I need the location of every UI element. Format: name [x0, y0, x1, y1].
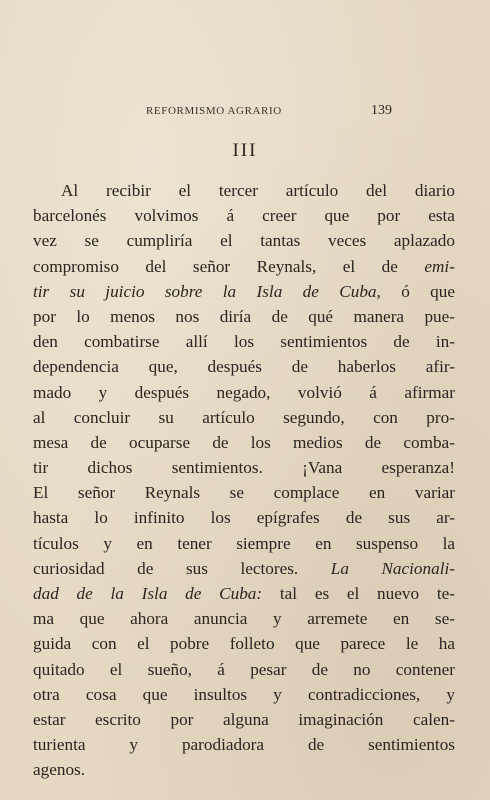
- running-head: REFORMISMO AGRARIO: [146, 105, 282, 117]
- text-line: [33, 606, 455, 631]
- text-word: lectores.: [240, 558, 299, 578]
- text-word: del: [366, 181, 388, 200]
- text-word: combatirse: [84, 332, 160, 352]
- text-word: tir: [33, 458, 49, 478]
- text-word: medios: [293, 432, 343, 452]
- text-word: en: [136, 533, 153, 553]
- text-word: ha: [438, 634, 455, 654]
- text-word: aplazado: [393, 231, 455, 251]
- text-word: de: [137, 558, 154, 578]
- text-line: [33, 279, 455, 304]
- text-line: [33, 178, 455, 203]
- text-word: parodiadora: [181, 735, 265, 755]
- text-word: den: [33, 332, 58, 352]
- text-word: agenos.: [33, 760, 86, 780]
- text-word: de: [393, 332, 410, 352]
- text-word: La: [330, 558, 349, 578]
- text-word: que: [79, 609, 105, 629]
- text-word: insultos: [193, 684, 248, 704]
- text-word: diría: [219, 306, 252, 326]
- text-word: ahora: [130, 609, 169, 629]
- text-word: ma: [33, 609, 54, 629]
- text-word: alguna: [222, 709, 269, 729]
- text-word: que: [142, 684, 168, 704]
- section-heading: III: [232, 140, 258, 161]
- text-word: y: [103, 533, 112, 553]
- text-word: sentimientos.: [171, 458, 263, 478]
- text-word: tantas: [260, 231, 301, 251]
- text-word: tal: [279, 584, 298, 603]
- text-word: señor: [77, 483, 116, 503]
- text-word: de: [345, 508, 363, 528]
- text-word: manera: [353, 306, 405, 326]
- text-word: lo: [76, 306, 90, 326]
- text-word: contener: [395, 659, 455, 679]
- text-word: artículo: [202, 407, 255, 427]
- text-word: el: [178, 181, 192, 200]
- text-word: Reynals: [144, 483, 201, 503]
- text-word: esta: [428, 206, 455, 226]
- text-line: [33, 732, 455, 757]
- text-word: curiosidad: [33, 558, 105, 578]
- text-word: variar: [414, 483, 455, 503]
- text-word: te-: [436, 584, 455, 603]
- text-word: vez: [33, 231, 57, 251]
- text-line: [33, 203, 455, 228]
- text-word: Nacionali-: [381, 558, 455, 578]
- text-word: arremete: [307, 609, 368, 629]
- text-word: artículo: [285, 181, 339, 200]
- text-word: no: [353, 659, 371, 679]
- text-line: [33, 631, 455, 656]
- text-word: Reynals,: [256, 256, 317, 276]
- text-word: los: [233, 332, 255, 352]
- text-word: mesa: [33, 432, 69, 452]
- text-word: por: [33, 306, 56, 326]
- text-word: de: [90, 432, 107, 452]
- text-word: después: [207, 357, 262, 377]
- text-word: compromiso: [33, 256, 119, 276]
- text-word: cumpliría: [126, 231, 193, 251]
- text-line: [33, 254, 455, 279]
- text-word: menos: [110, 306, 155, 326]
- text-word: de: [291, 357, 308, 377]
- text-line: [33, 581, 455, 606]
- text-word: sobre: [164, 281, 203, 301]
- text-word: afirmar: [404, 382, 455, 402]
- text-word: diario: [414, 181, 455, 200]
- text-word: su: [69, 281, 85, 301]
- text-word: con: [373, 407, 398, 427]
- text-word: qué: [308, 306, 334, 326]
- text-word: quitado: [33, 659, 85, 679]
- text-word: y: [446, 684, 455, 704]
- text-word: al: [33, 407, 46, 427]
- text-word: escrito: [95, 709, 141, 729]
- text-word: parece: [340, 634, 386, 654]
- text-line: [33, 354, 455, 379]
- page-header: [130, 103, 392, 121]
- text-word: de: [364, 432, 382, 452]
- page-number: 139: [371, 103, 392, 118]
- text-word: ocuparse: [129, 432, 191, 452]
- text-word: los: [210, 508, 231, 528]
- text-line: [33, 757, 455, 782]
- text-word: volvimos: [134, 206, 199, 226]
- text-word: recibir: [105, 181, 151, 200]
- text-word: pobre: [170, 634, 210, 654]
- text-word: esperanza!: [381, 458, 455, 478]
- text-word: se-: [434, 609, 455, 629]
- text-word: nuevo: [377, 584, 420, 603]
- text-word: lo: [94, 508, 108, 528]
- text-word: en: [393, 609, 410, 629]
- text-word: cosa: [85, 684, 117, 704]
- text-word: su: [158, 407, 174, 427]
- text-word: con: [91, 634, 117, 654]
- text-word: El: [33, 483, 49, 503]
- text-line: [33, 380, 455, 405]
- text-word: en: [369, 483, 386, 503]
- text-word: el: [109, 659, 123, 679]
- text-word: ar-: [436, 508, 455, 528]
- text-word: volvió: [297, 382, 342, 402]
- text-word: y: [273, 609, 282, 629]
- text-line: [33, 556, 455, 581]
- text-word: tercer: [218, 181, 258, 200]
- text-word: de: [311, 659, 328, 679]
- text-word: de: [307, 735, 325, 755]
- text-line: [33, 455, 455, 480]
- text-line: [33, 657, 455, 682]
- text-word: guida: [33, 634, 72, 654]
- text-word: estar: [33, 709, 66, 729]
- text-word: es: [314, 584, 330, 603]
- text-word: el: [220, 231, 233, 251]
- text-word: pue-: [424, 306, 455, 326]
- text-word: la: [222, 281, 237, 301]
- text-word: el: [137, 634, 150, 654]
- text-word: folleto: [229, 634, 275, 654]
- text-word: que: [295, 634, 320, 654]
- text-word: y: [273, 684, 282, 704]
- text-word: allí: [185, 332, 208, 352]
- text-word: Cuba:: [219, 584, 263, 603]
- text-line: [33, 531, 455, 556]
- text-word: Isla: [141, 584, 168, 603]
- text-word: calen-: [412, 709, 455, 729]
- text-word: que: [430, 281, 455, 301]
- text-word: y: [98, 382, 108, 402]
- text-word: creer: [262, 206, 297, 226]
- text-word: concluir: [73, 407, 131, 427]
- text-word: dad: [33, 584, 59, 603]
- text-word: sus: [388, 508, 411, 528]
- text-word: complace: [273, 483, 340, 503]
- body-paragraph: [33, 178, 455, 783]
- text-word: del: [145, 256, 167, 276]
- text-word: turienta: [33, 735, 86, 755]
- text-word: contradicciones,: [308, 684, 421, 704]
- text-word: de: [212, 432, 229, 452]
- text-word: á: [369, 382, 377, 402]
- text-word: epígrafes: [256, 508, 320, 528]
- text-word: sentimientos: [280, 332, 368, 352]
- text-line: [33, 682, 455, 707]
- text-word: tir: [33, 281, 50, 301]
- text-word: de: [381, 256, 398, 276]
- text-word: afir-: [425, 357, 455, 377]
- text-word: hasta: [33, 508, 69, 528]
- text-word: se: [84, 231, 99, 251]
- text-word: después: [134, 382, 190, 402]
- text-word: de: [185, 584, 202, 603]
- text-word: anuncia: [193, 609, 248, 629]
- text-word: de: [302, 281, 319, 301]
- text-line: [33, 505, 455, 530]
- text-word: en: [315, 533, 332, 553]
- text-word: á: [226, 206, 235, 226]
- text-word: juicio: [105, 281, 145, 301]
- text-line: [33, 430, 455, 455]
- text-line: [33, 480, 455, 505]
- text-word: segundo,: [283, 407, 345, 427]
- text-word: se: [229, 483, 244, 503]
- text-line: [33, 405, 455, 430]
- text-word: que,: [148, 357, 178, 377]
- text-word: Al: [61, 181, 79, 200]
- text-word: comba-: [403, 432, 455, 452]
- text-word: veces: [328, 231, 367, 251]
- text-word: suspenso: [355, 533, 419, 553]
- text-word: por: [170, 709, 194, 729]
- text-word: otra: [33, 684, 60, 704]
- text-line: [33, 228, 455, 253]
- text-word: á: [217, 659, 225, 679]
- text-word: le: [405, 634, 419, 654]
- text-word: pesar: [250, 659, 287, 679]
- text-word: barcelonés: [33, 206, 107, 226]
- text-word: imaginación: [298, 709, 384, 729]
- text-word: emi-: [424, 256, 455, 276]
- text-word: tículos: [33, 533, 79, 553]
- text-word: sueño,: [147, 659, 192, 679]
- text-word: ¡Vana: [302, 458, 343, 478]
- text-word: mado: [33, 382, 72, 402]
- text-word: la: [110, 584, 124, 603]
- text-word: por: [377, 206, 401, 226]
- text-word: y: [129, 735, 139, 755]
- text-word: negado,: [216, 382, 271, 402]
- text-word: sentimientos: [368, 735, 455, 755]
- text-word: haberlos: [337, 357, 396, 377]
- text-word: de: [76, 584, 93, 603]
- text-line: [33, 329, 455, 354]
- text-word: infinito: [133, 508, 185, 528]
- text-word: sus: [185, 558, 208, 578]
- text-word: que: [324, 206, 350, 226]
- text-word: el: [346, 584, 360, 603]
- text-word: siempre: [236, 533, 291, 553]
- text-word: de: [271, 306, 288, 326]
- text-word: Isla: [256, 281, 283, 301]
- text-word: tener: [177, 533, 212, 553]
- text-word: el: [342, 256, 356, 276]
- text-word: dichos: [87, 458, 133, 478]
- text-word: ó: [401, 281, 410, 301]
- text-word: pro-: [426, 407, 455, 427]
- text-word: in-: [435, 332, 455, 352]
- text-line: [33, 707, 455, 732]
- text-word: los: [250, 432, 271, 452]
- text-line: [33, 304, 455, 329]
- text-word: dependencia: [33, 357, 119, 377]
- text-word: nos: [175, 306, 200, 326]
- text-word: señor: [192, 256, 231, 276]
- text-word: la: [442, 533, 455, 553]
- text-word: Cuba,: [339, 281, 381, 301]
